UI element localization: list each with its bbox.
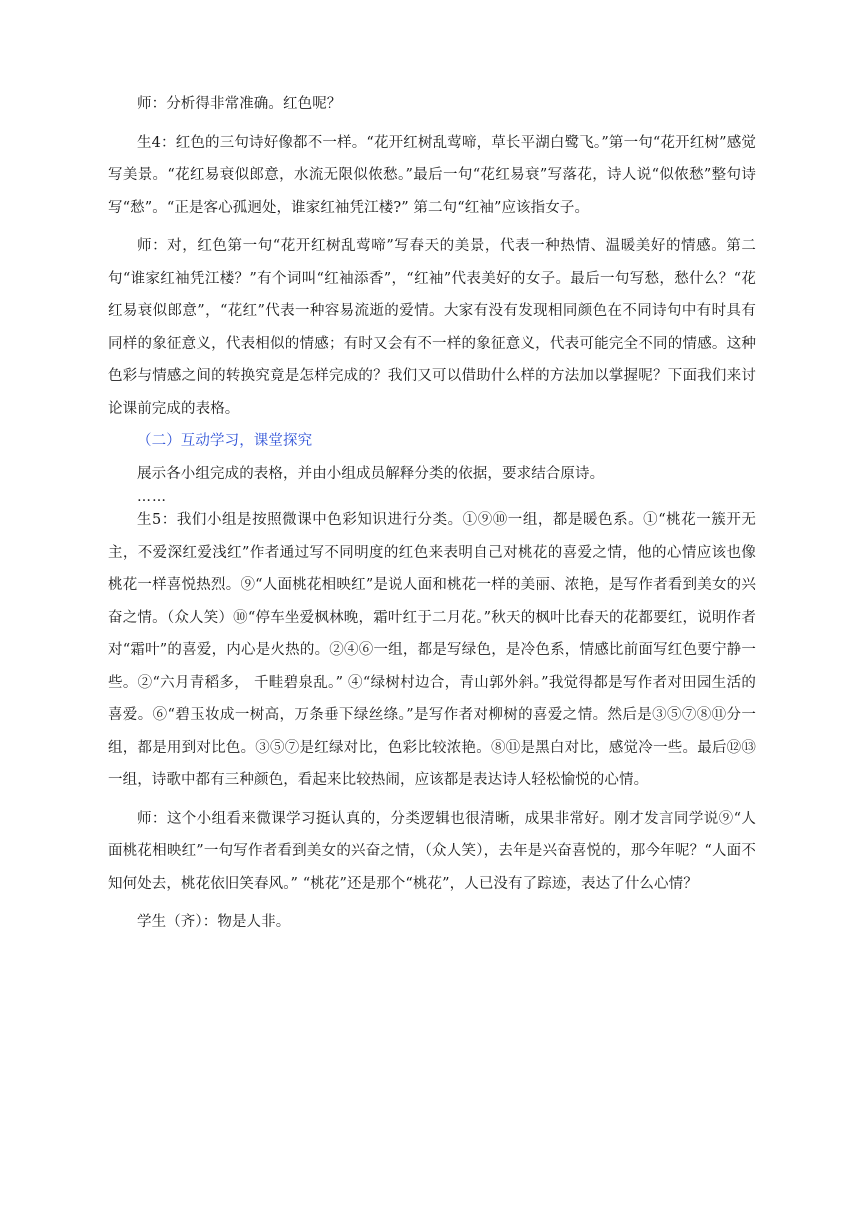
document-page <box>108 88 756 939</box>
students-chorus: 学生（齐）：物是人非。 <box>137 914 291 930</box>
section-heading: （二）互动学习，课堂探究 <box>137 433 313 449</box>
student-5-answer: 生5：我们小组是按照微课中色彩知识进行分类。①⑨⑩一组，都是暖色系。①“桃花一簇开无主，不爱深红爱浅红”作者通过写不同明度的红色来表明自己对桃花的喜爱之情，他的心情应该也像桃花一样喜悦热烈。⑨“人面桃花相映红”是说人面和桃花一样的美丽、浓艳，是写作者看到美女的兴奋之情。（众人笑）⑩“停车坐爱枫林晚，霜叶红于二月花。”秋天的枫叶比春天的花都要红，说明作者对“霜叶”的喜爱，内心是火热的。②④⑥一组，都是写绿色，是冷色系，情感比前面写红色要宁静一些。②“六月青稻多， 千畦碧泉乱。” ④“绿树村边合，青山郭外斜。”我觉得都是写作者对田园生活的喜爱。⑥“碧玉妆成一树高，万条垂下绿丝绦。”是写作者对柳树的喜爱之情。然后是③⑤⑦⑧⑪分一组，都是用到对比色。③⑤⑦是红绿对比，色彩比较浓艳。⑧⑪是黑白对比，感觉冷一些。最后⑫⑬一组，诗歌中都有三种颜色，看起来比较热闹，应该都是表达诗人轻松愉悦的心情。 <box>108 512 756 788</box>
ellipsis: …… <box>137 489 167 505</box>
teacher-explanation: 师：对，红色第一句“花开红树乱莺啼”写春天的美景，代表一种热情、温暖美好的情感。第二句“谁家红袖凭江楼？”有个词叫“红袖添香”，“红袖”代表美好的女子。最后一句写愁，愁什么？“花红易衰似郎意”，“花红”代表一种容易流逝的爱情。大家有没有发现相同颜色在不同诗句中有时具有同样的象征意义，代表相似的情感；有时又会有不一样的象征意义，代表可能完全不同的情感。这种色彩与情感之间的转换究竟是怎样完成的？我们又可以借助什么样的方法加以掌握呢？下面我们来讨论课前完成的表格。 <box>108 238 756 417</box>
instruction-text: 展示各小组完成的表格，并由小组成员解释分类的依据，要求结合原诗。 <box>137 465 605 482</box>
teacher-remark-1: 师：分析得非常准确。红色呢？ <box>137 96 342 112</box>
student-4-answer: 生4：红色的三句诗好像都不一样。“花开红树乱莺啼，草长平湖白鹭飞。”第一句“花开红树”感觉写美景。“花红易衰似郎意，水流无限似侬愁。”最后一句“花红易衰”写落花，诗人说“似侬愁”整句诗写“愁”。“正是客心孤迥处，谁家红袖凭江楼?” 第二句“红袖”应该指女子。 <box>108 134 756 216</box>
teacher-feedback: 师：这个小组看来微课学习挺认真的，分类逻辑也很清晰，成果非常好。刚才发言同学说⑨“人面桃花相映红”一句写作者看到美女的兴奋之情，（众人笑），去年是兴奋喜悦的，那今年呢？“人面不知何处去，桃花依旧笑春风。” “桃花”还是那个“桃花”，人已没有了踪迹，表达了什么心情？ <box>108 810 756 892</box>
